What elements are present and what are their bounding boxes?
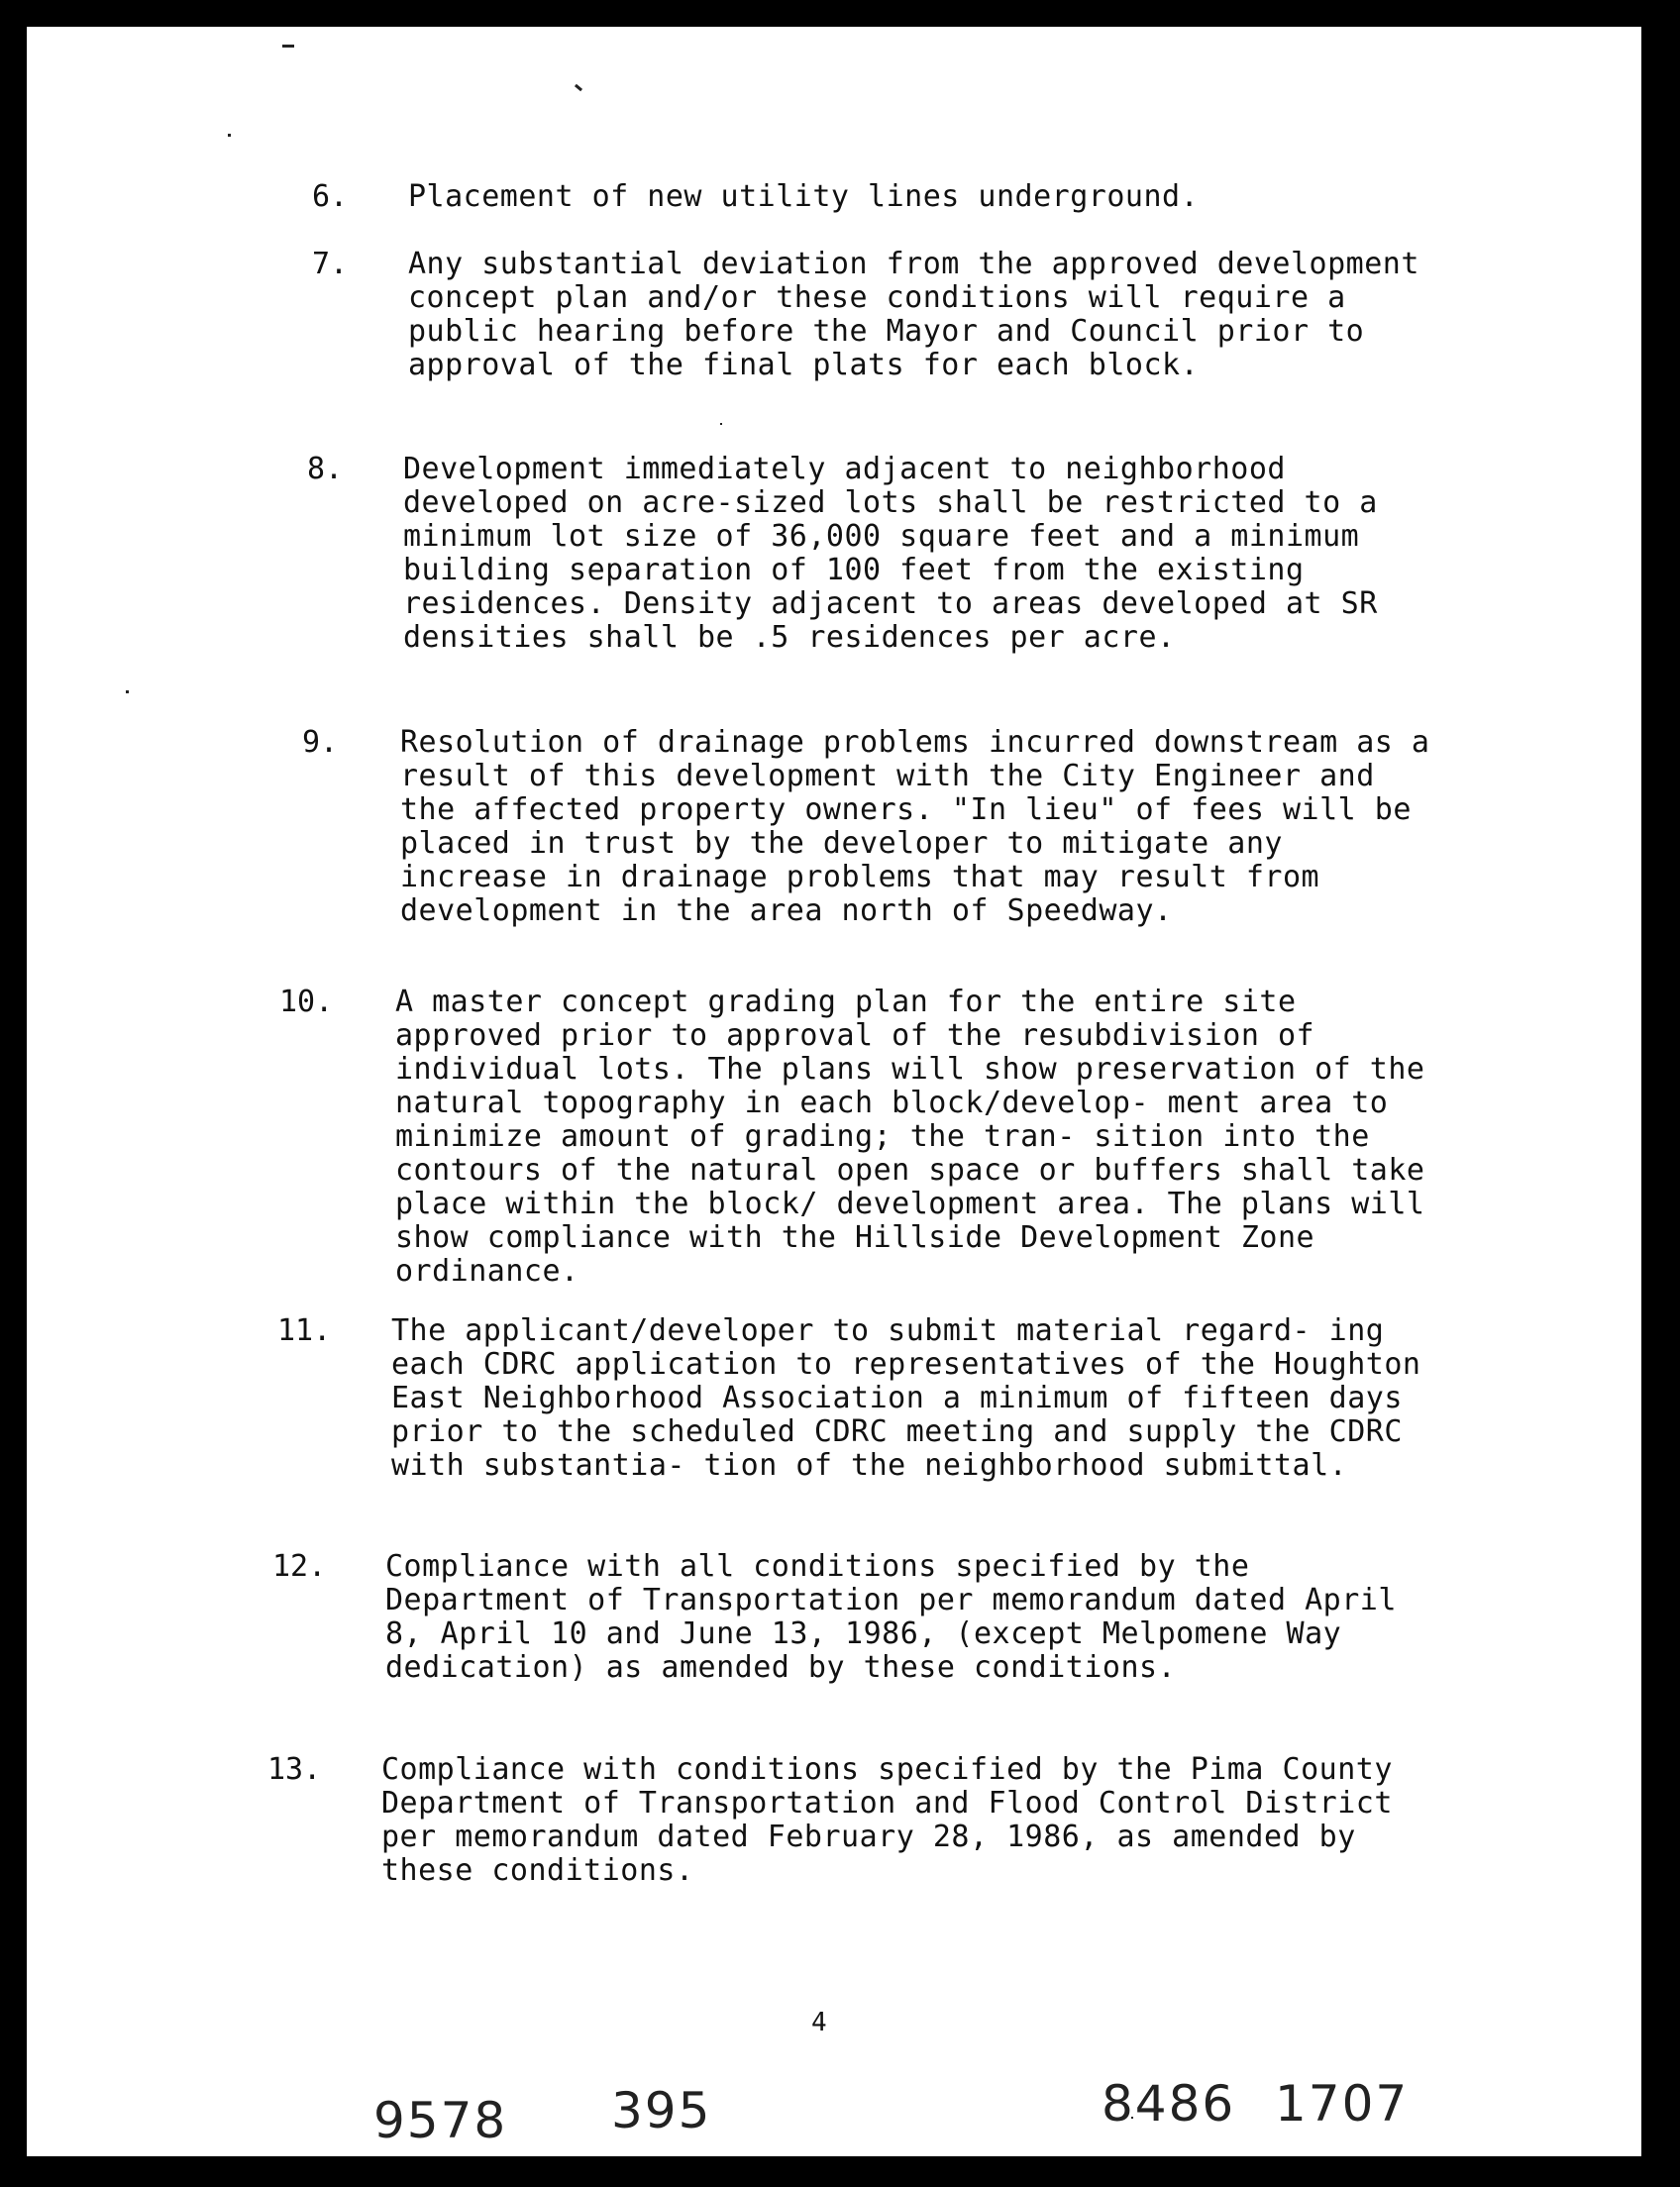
item-number: 8. (307, 452, 344, 486)
page-number: 4 (811, 2008, 827, 2037)
footer-code: 9578 (373, 2092, 508, 2149)
item-number: 13. (267, 1752, 322, 1787)
scan-speck (575, 84, 582, 91)
scan-speck (282, 45, 294, 48)
item-number: 6. (312, 179, 349, 214)
scan-speck (720, 423, 722, 425)
condition-item: Resolution of drainage problems incurred downstream as a result of this development with the City Engineer and the affected property owners. "In lieu" of fees will be placed in trust by the developer to mitigate any increase in drainage problems that may result from development in the area north of Speedway. (400, 725, 1430, 928)
condition-item: Compliance with conditions specified by the Pima County Department of Transportation and Flood Control District per memorandum dated February 28, 1986, as amended by these conditions. (381, 1752, 1393, 1888)
scan-speck (228, 134, 231, 137)
item-number: 11. (277, 1313, 332, 1348)
condition-item: A master concept grading plan for the entire site approved prior to approval of the resubdivision of individual lots. The plans will show preservation of the natural topography in each block/develop- ment area to minimize amount of grading; the tran- sition into the contours of the natural open space or buffers shall take place within the block/ development area. The plans will show compliance with the Hillside Development Zone ordinance. (395, 985, 1425, 1289)
footer-code: 395 (611, 2082, 712, 2139)
condition-item: Placement of new utility lines underground. (408, 179, 1200, 214)
item-number: 10. (279, 985, 334, 1019)
footer-code: 8486 (1102, 2075, 1236, 2133)
condition-item: Development immediately adjacent to neighborhood developed on acre-sized lots shall be restricted to a minimum lot size of 36,000 square feet and a minimum building separation of 100 feet from the existing residences. Density adjacent to areas developed at SR densities shall be .5 residences per acre. (403, 452, 1378, 655)
condition-item: Compliance with all conditions specified by the Department of Transportation per memorandum dated April 8, April 10 and June 13, 1986, (except Melpomene Way dedication) as amended by these conditions. (385, 1549, 1397, 1685)
scan-speck (126, 690, 129, 693)
item-number: 12. (272, 1549, 327, 1584)
footer-code: 1707 (1275, 2075, 1410, 2133)
condition-item: Any substantial deviation from the approved development concept plan and/or these conditions will require a public hearing before the Mayor and Council prior to approval of the final plats for each block. (408, 247, 1419, 382)
item-number: 7. (312, 247, 349, 281)
item-number: 9. (302, 725, 339, 760)
document-page (27, 27, 1641, 2156)
condition-item: The applicant/developer to submit material regard- ing each CDRC application to representatives of the Houghton East Neighborhood Association a minimum of fifteen days prior to the scheduled CDRC meeting and supply the CDRC with substantia- tion of the neighborhood submittal. (391, 1313, 1421, 1483)
